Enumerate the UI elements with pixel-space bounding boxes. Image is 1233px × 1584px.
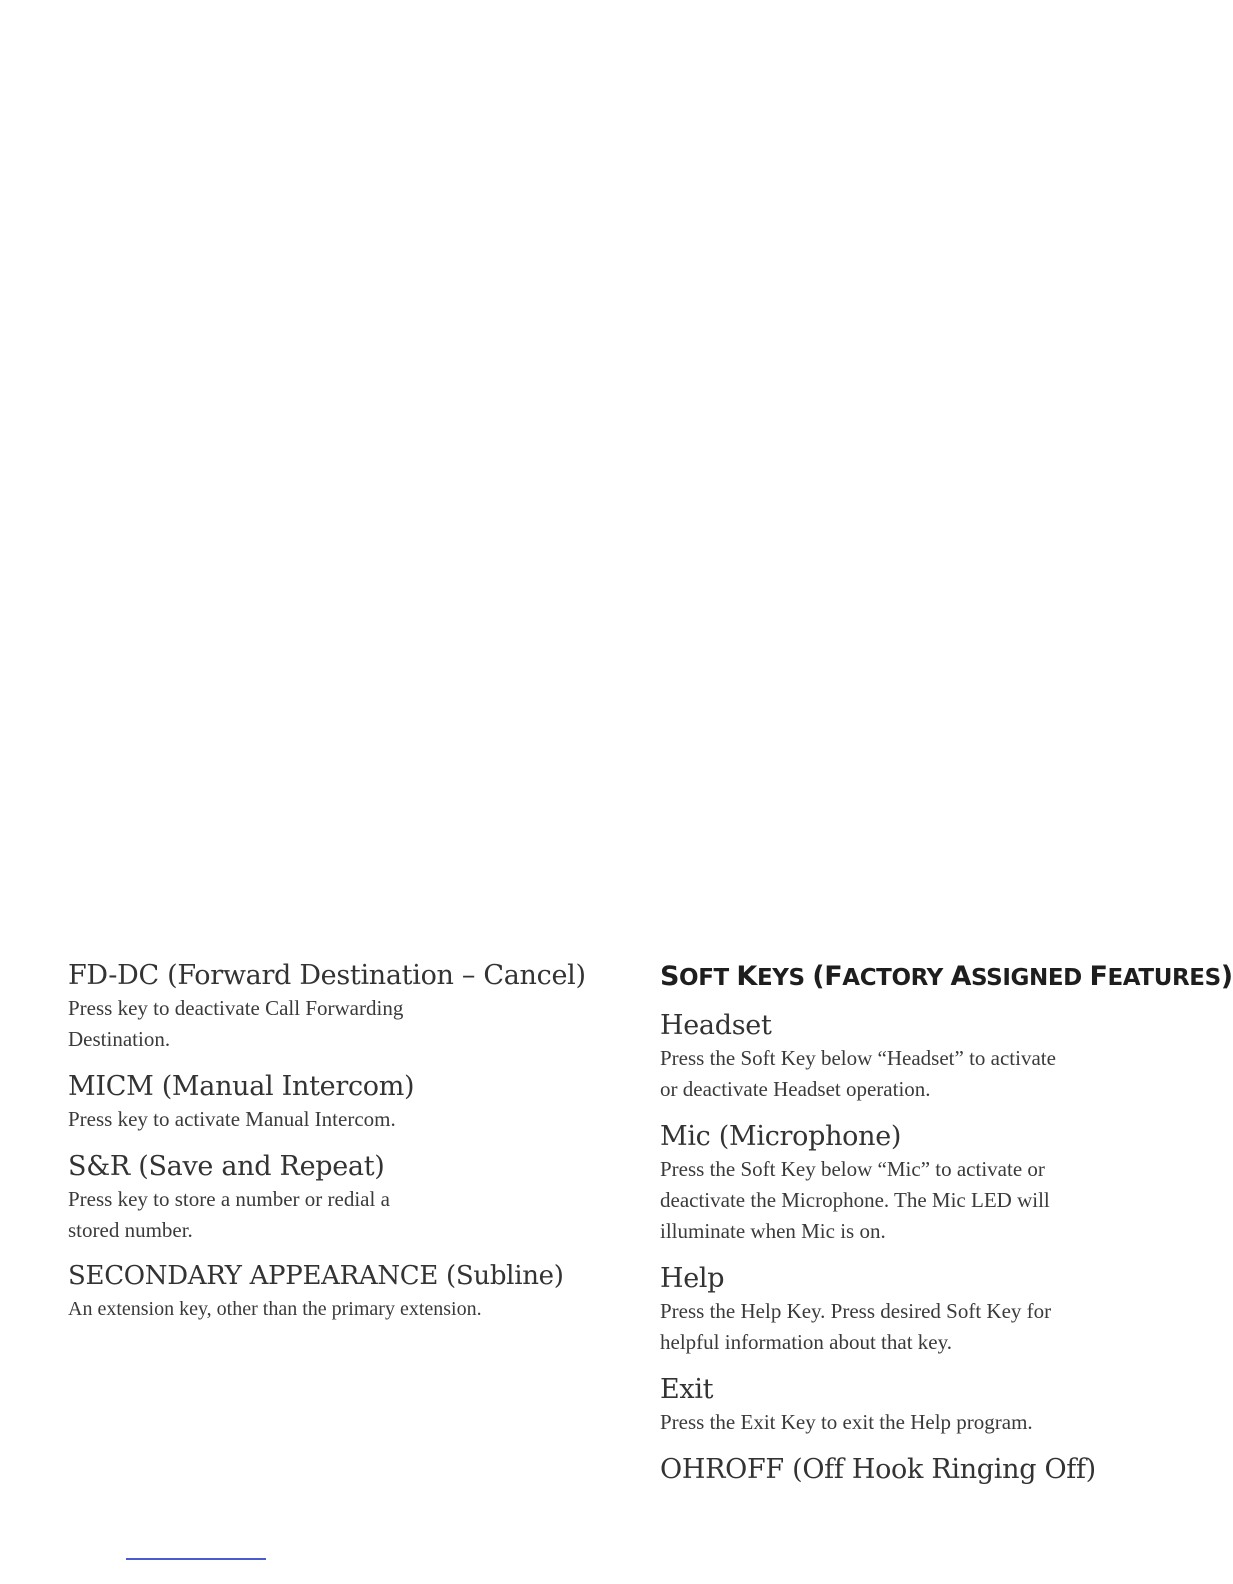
title-text: SSIGNED [971, 965, 1082, 991]
desc-micm [68, 1104, 588, 1135]
term-headset: Headset [660, 1009, 772, 1041]
term-exit: Exit [660, 1374, 714, 1406]
desc-line: or deactivate Headset operation. [660, 1076, 931, 1101]
desc-mic [660, 1154, 1160, 1247]
desc-line: Press the Soft Key below “Headset” to activate [660, 1045, 1056, 1070]
title-text: ACTORY [842, 965, 943, 991]
desc-line: deactivate the Microphone. The Mic LED will [660, 1187, 1050, 1212]
entry-s-and-r [68, 1149, 588, 1246]
desc-line: helpful information about that key. [660, 1330, 952, 1355]
desc-line: Destination. [68, 1027, 171, 1052]
desc-exit [660, 1407, 1160, 1438]
desc-line: stored number. [68, 1218, 193, 1243]
entry-micm [68, 1069, 588, 1135]
title-text: EYS [756, 965, 805, 991]
term-s-and-r: S&R (Save and Repeat) [68, 1151, 385, 1183]
desc-help [660, 1296, 1160, 1358]
desc-line: Press key to activate Manual Intercom. [68, 1107, 396, 1132]
term-micm: MICM (Manual Intercom) [68, 1071, 415, 1103]
footnote-rule [126, 1558, 266, 1560]
title-letter: F [824, 961, 843, 992]
desc-line: Press key to store a number or redial a [68, 1187, 390, 1212]
desc-line: Press the Exit Key to exit the Help program. [660, 1410, 1033, 1435]
title-paren: ) [1220, 961, 1233, 992]
entry-headset [660, 1008, 1160, 1105]
term-fd-dc: FD-DC (Forward Destination – Cancel) [68, 960, 586, 991]
title-letter: F [1089, 961, 1108, 992]
term-help: Help [660, 1262, 725, 1294]
desc-line: Press the Soft Key below “Mic” to activate or [660, 1156, 1045, 1181]
desc-line: illuminate when Mic is on. [660, 1218, 886, 1243]
desc-s-and-r [68, 1184, 588, 1246]
desc-secondary-appearance [68, 1294, 588, 1325]
title-text: EATURES [1107, 965, 1221, 991]
left-column [68, 958, 588, 1325]
title-letter: A [950, 961, 972, 992]
title-letter: K [736, 961, 757, 992]
desc-headset [660, 1043, 1160, 1105]
title-text: OFT [679, 965, 729, 991]
entry-exit [660, 1372, 1160, 1438]
desc-fd-dc [68, 993, 588, 1055]
term-ohroff: OHROFF (Off Hook Ringing Off) [660, 1454, 1096, 1486]
section-title-soft-keys [660, 958, 1233, 996]
term-mic: Mic (Microphone) [660, 1120, 902, 1152]
entry-help [660, 1261, 1160, 1358]
desc-line: Press the Help Key. Press desired Soft Key for [660, 1299, 1052, 1324]
right-column [660, 958, 1233, 1487]
entry-ohroff [660, 1452, 1160, 1487]
entry-fd-dc [68, 958, 588, 1055]
entry-mic [660, 1119, 1160, 1247]
desc-line: An extension key, other than the primary extension. [68, 1298, 482, 1321]
term-secondary-appearance: SECONDARY APPEARANCE (Subline) [68, 1261, 564, 1292]
title-letter: S [660, 961, 680, 992]
entry-secondary-appearance [68, 1260, 588, 1325]
title-paren: ( [812, 961, 825, 992]
desc-line: Press key to deactivate Call Forwarding [68, 996, 404, 1021]
